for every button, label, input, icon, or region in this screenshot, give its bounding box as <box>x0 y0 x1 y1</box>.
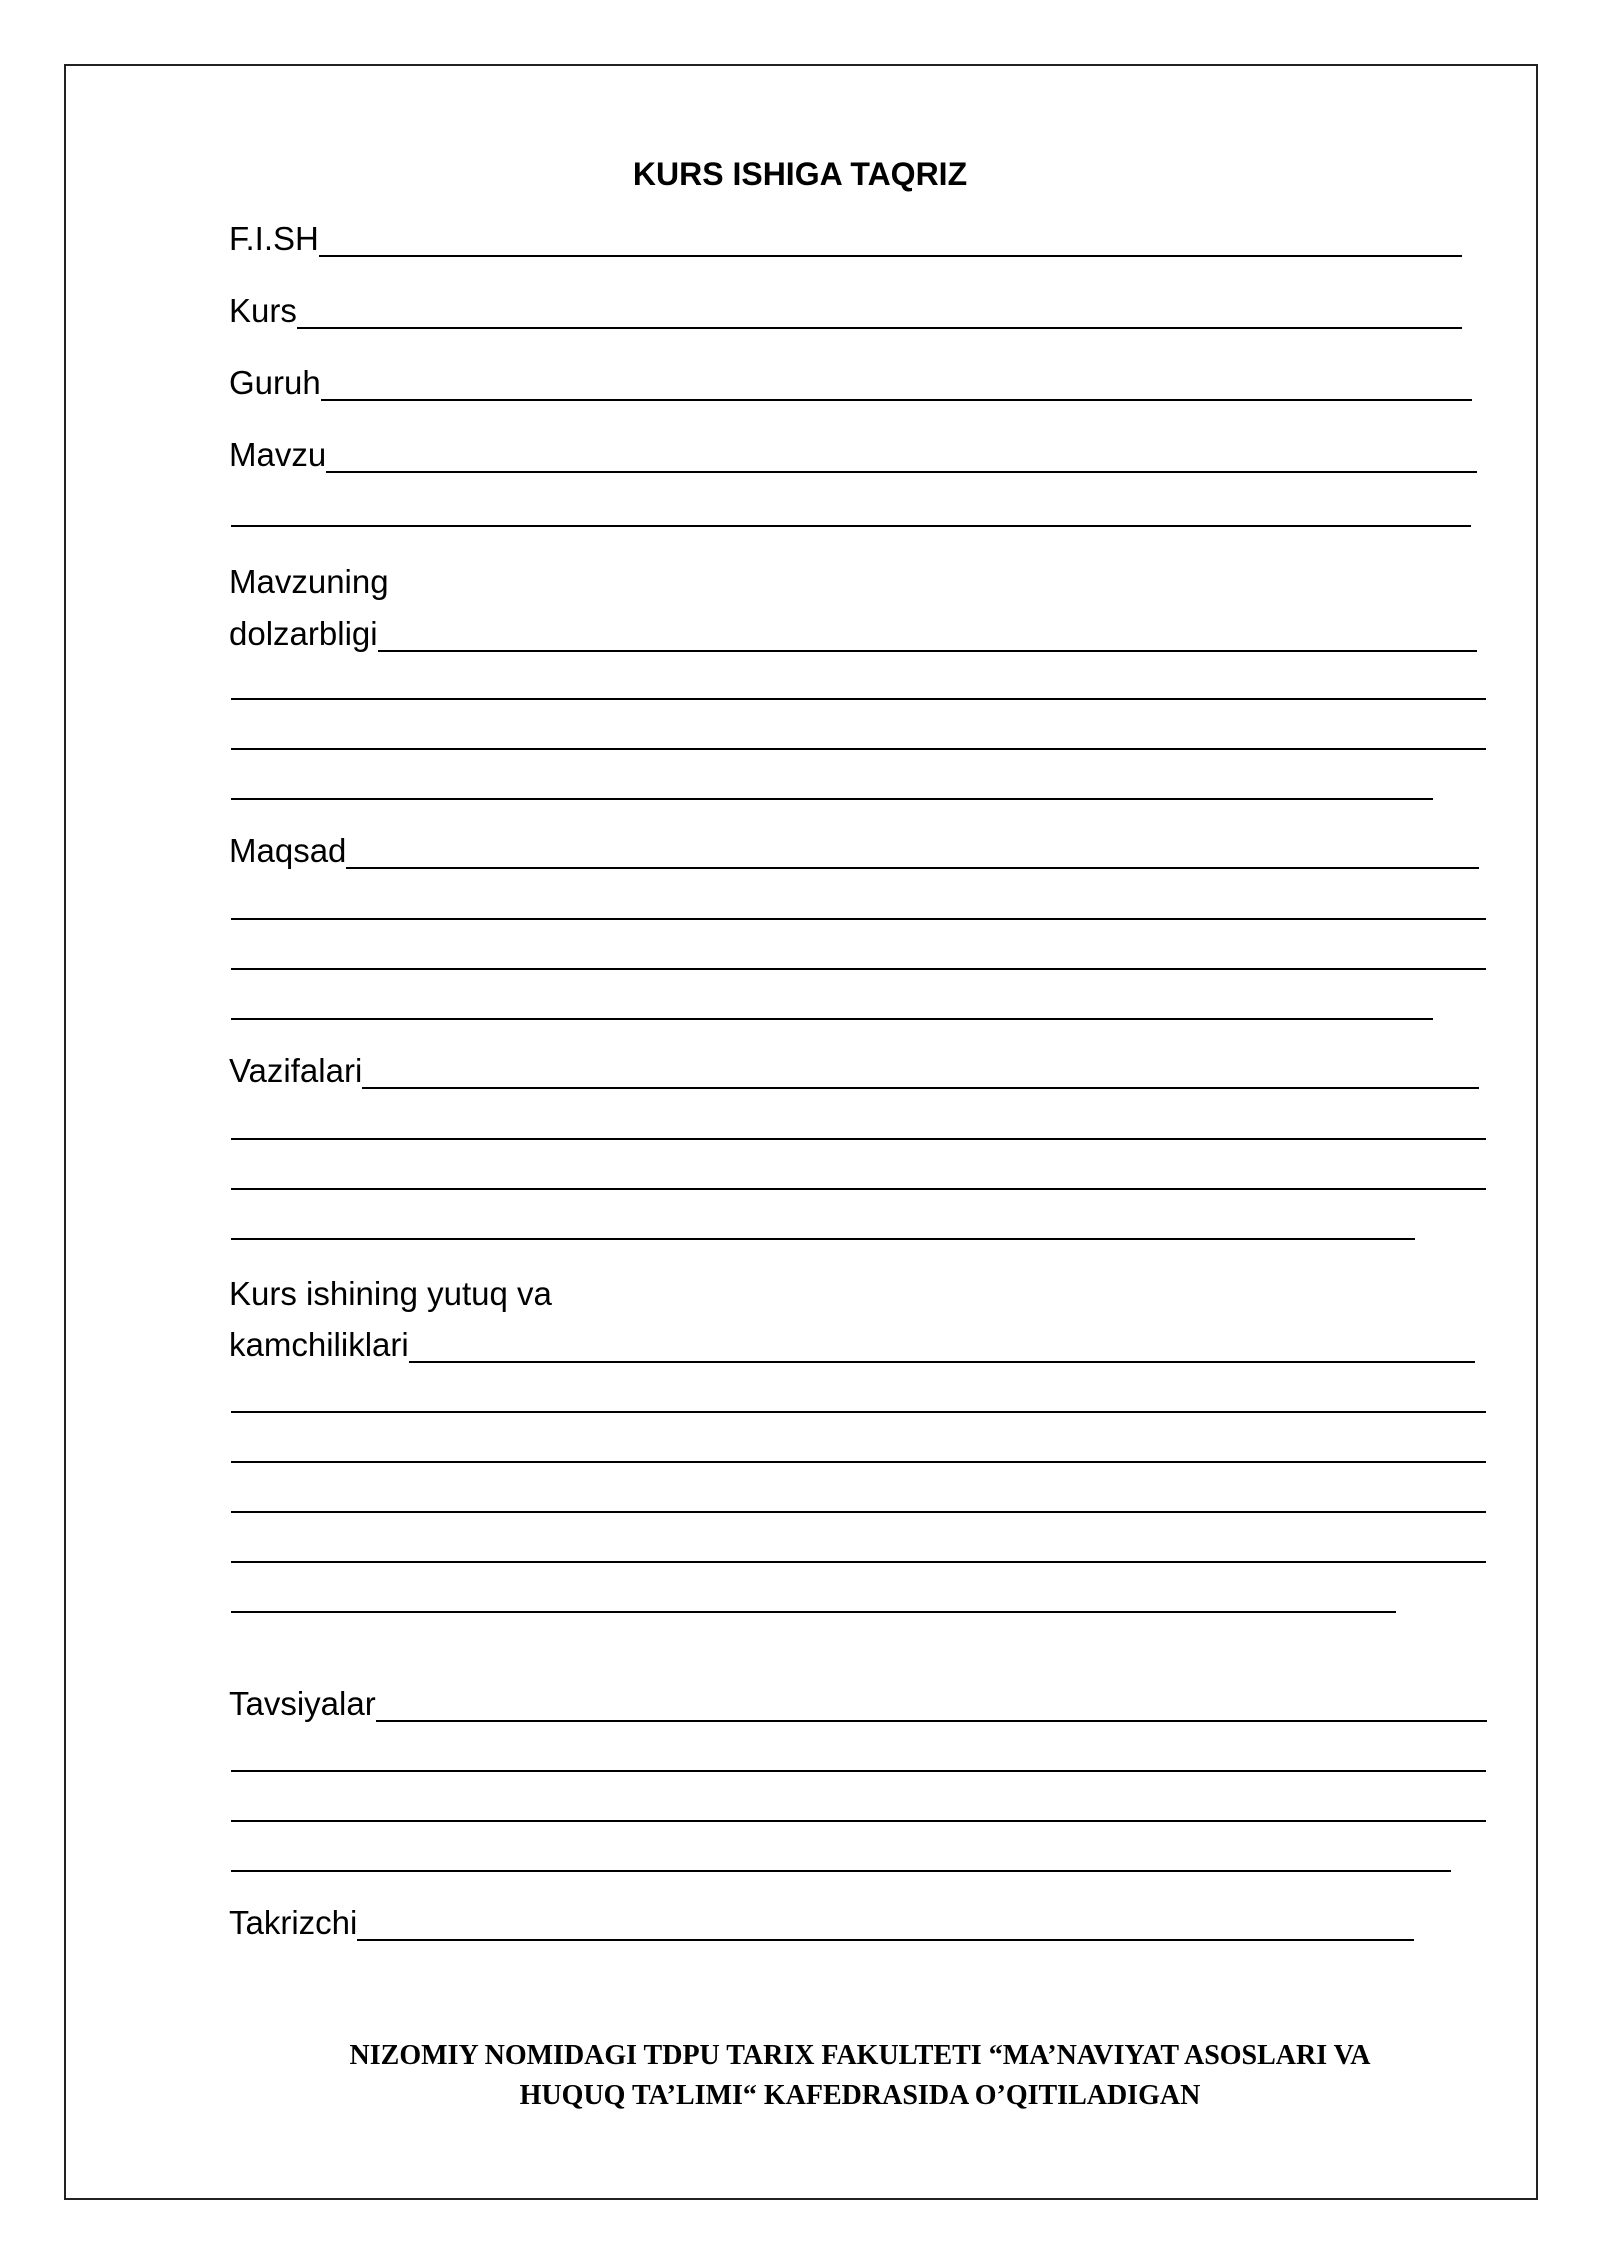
yutuq-extra-line-4[interactable] <box>231 1561 1486 1563</box>
fish-label: F.I.SH <box>229 220 319 257</box>
tavsiyalar-extra-line-3[interactable] <box>231 1870 1451 1872</box>
dolzarblik-extra-line-1[interactable] <box>231 698 1486 700</box>
vazifalari-extra-line-2[interactable] <box>231 1188 1486 1190</box>
yutuq-underline[interactable] <box>409 1331 1475 1363</box>
vazifalari-extra-line-1[interactable] <box>231 1138 1486 1140</box>
tavsiyalar-label: Tavsiyalar <box>229 1685 376 1722</box>
guruh-underline[interactable] <box>321 369 1472 401</box>
dolzarblik-label-line1: Mavzuning <box>229 563 389 600</box>
yutuq-label-line2: kamchiliklari <box>229 1326 409 1363</box>
dolzarblik-field[interactable] <box>229 617 1477 652</box>
maqsad-extra-line-2[interactable] <box>231 968 1486 970</box>
fish-field[interactable] <box>229 222 1462 257</box>
mavzu-label: Mavzu <box>229 436 327 473</box>
kurs-underline[interactable] <box>297 297 1462 329</box>
mavzu-extra-line[interactable] <box>231 525 1471 527</box>
yutuq-extra-line-5[interactable] <box>231 1611 1396 1613</box>
tavsiyalar-extra-line-2[interactable] <box>231 1820 1486 1822</box>
mavzu-underline[interactable] <box>326 441 1477 473</box>
takrizchi-field[interactable] <box>229 1906 1414 1941</box>
vazifalari-label: Vazifalari <box>229 1052 363 1089</box>
tavsiyalar-extra-line-1[interactable] <box>231 1770 1486 1772</box>
vazifalari-extra-line-3[interactable] <box>231 1238 1415 1240</box>
yutuq-extra-line-3[interactable] <box>231 1511 1486 1513</box>
guruh-field[interactable] <box>229 366 1472 401</box>
tavsiyalar-field[interactable] <box>229 1687 1487 1722</box>
maqsad-field[interactable] <box>229 834 1479 869</box>
maqsad-extra-line-3[interactable] <box>231 1018 1433 1020</box>
takrizchi-label: Takrizchi <box>229 1904 358 1941</box>
vazifalari-underline[interactable] <box>362 1057 1479 1089</box>
yutuq-field[interactable] <box>229 1328 1475 1363</box>
footer-text <box>180 2036 1540 2116</box>
dolzarblik-label-line2: dolzarbligi <box>229 615 378 652</box>
footer-line-2: HUQUQ TA’LIMI“ KAFEDRASIDA O’QITILADIGAN <box>519 2080 1201 2111</box>
kurs-label: Kurs <box>229 292 297 329</box>
yutuq-label-line1: Kurs ishining yutuq va <box>229 1275 552 1312</box>
dolzarblik-extra-line-3[interactable] <box>231 798 1433 800</box>
takrizchi-underline[interactable] <box>357 1909 1414 1941</box>
yutuq-extra-line-1[interactable] <box>231 1411 1486 1413</box>
kurs-field[interactable] <box>229 294 1462 329</box>
maqsad-underline[interactable] <box>346 837 1479 869</box>
dolzarblik-underline[interactable] <box>378 620 1477 652</box>
vazifalari-field[interactable] <box>229 1054 1479 1089</box>
footer-line-1: NIZOMIY NOMIDAGI TDPU TARIX FAKULTETI “MA’NAVIYAT ASOSLARI VA <box>349 2040 1371 2071</box>
yutuq-extra-line-2[interactable] <box>231 1461 1486 1463</box>
dolzarblik-extra-line-2[interactable] <box>231 748 1486 750</box>
maqsad-extra-line-1[interactable] <box>231 918 1486 920</box>
document-title: KURS ISHIGA TAQRIZ <box>632 156 968 192</box>
guruh-label: Guruh <box>229 364 321 401</box>
maqsad-label: Maqsad <box>229 832 347 869</box>
mavzu-field[interactable] <box>229 438 1477 473</box>
fish-underline[interactable] <box>319 225 1462 257</box>
tavsiyalar-underline[interactable] <box>376 1690 1487 1722</box>
